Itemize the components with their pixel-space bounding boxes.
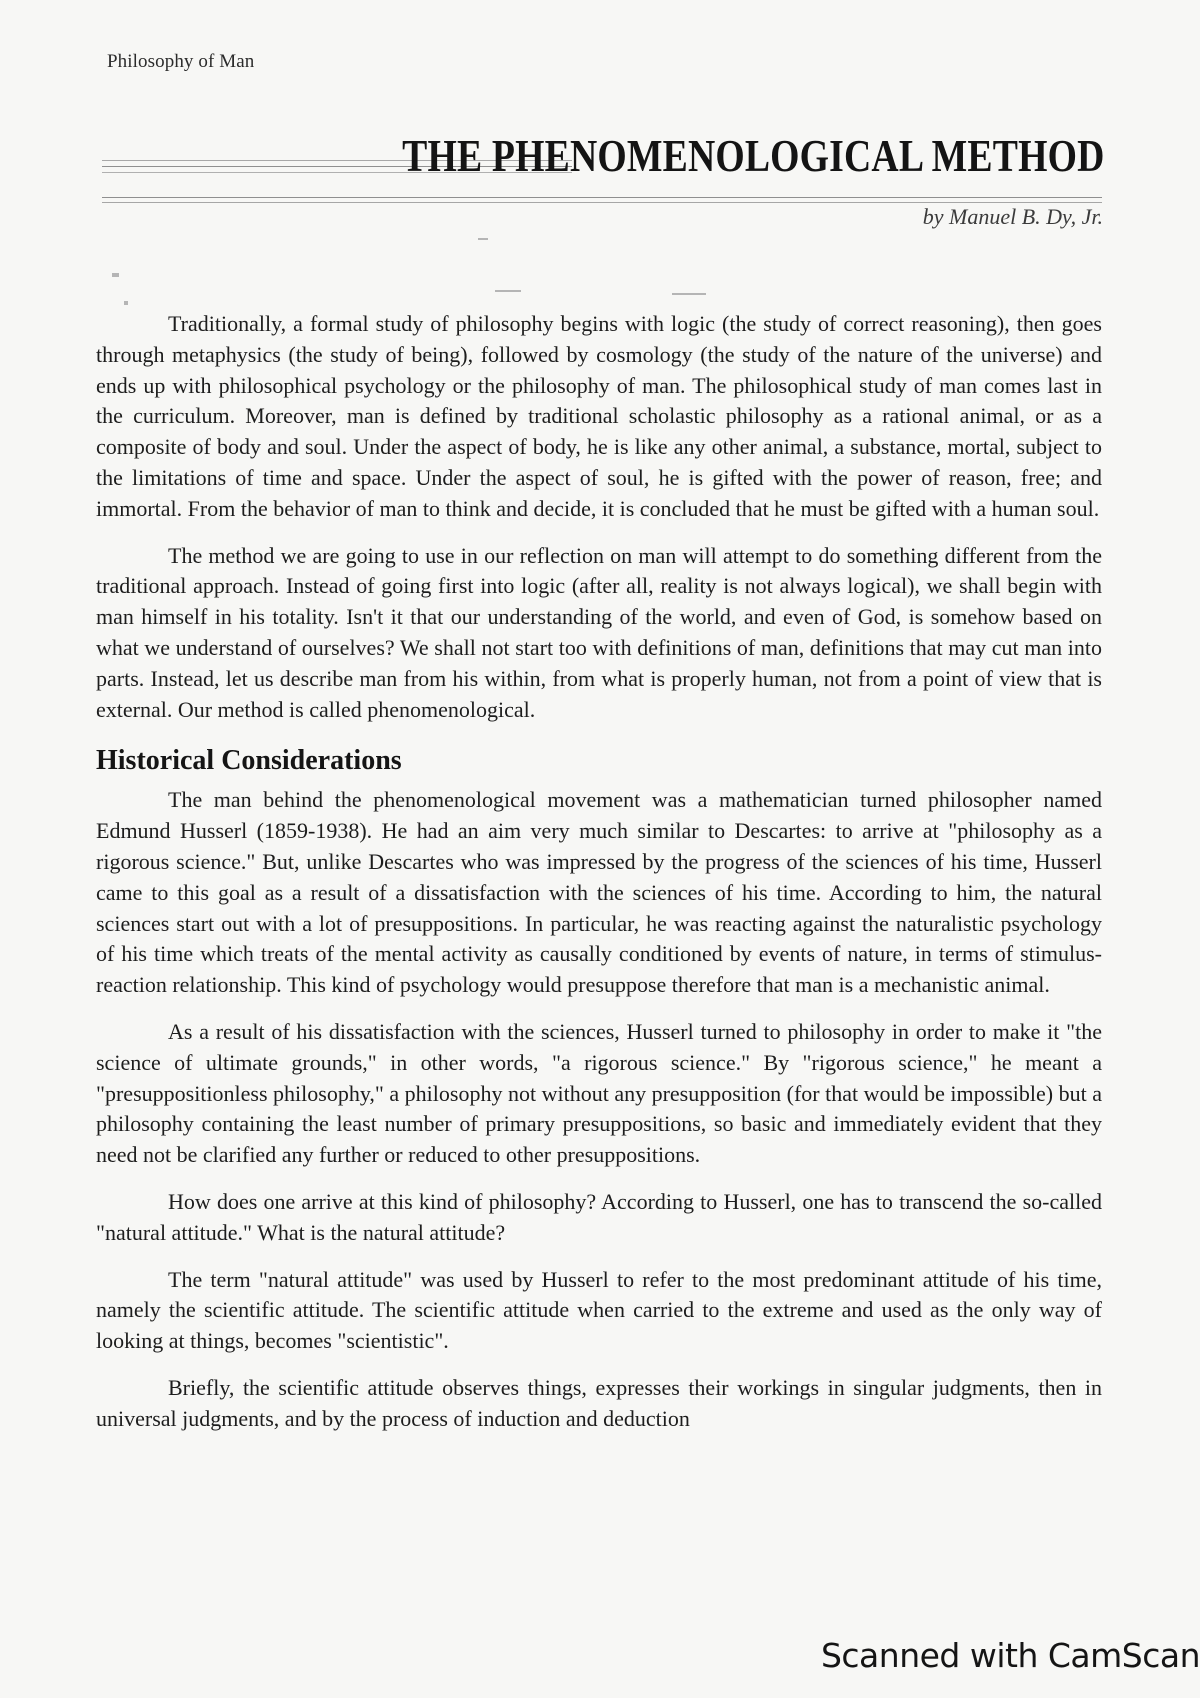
- title-rule-long-1: [102, 197, 1102, 198]
- intro-paragraph: Traditionally, a formal study of philosophy begins with logic (the study of correct reasoning), then goes through metaphysics (the study of being), followed by cosmology (the study of the nature of the universe) and ends up with philosophical psychology or the philosophy of man. The philosophical study of man comes last in the curriculum. Moreover, man is defined by traditional scholastic philosophy as a rational animal, or as a composite of body and soul. Under the aspect of body, he is like any other animal, a substance, mortal, subject to the limitations of time and space. Under the aspect of soul, he is gifted with the power of reason, free; and immortal. From the behavior of man to think and decide, it is concluded that he must be gifted with a human soul.: [96, 311, 1102, 521]
- scan-speck: [112, 273, 119, 277]
- method-paragraph: The method we are going to use in our reflection on man will attempt to do something different from the traditional approach. Instead of going first into logic (after all, reality is not always logical), we shall begin with man himself in his totality. Isn't it that our understanding of the world, and even of God, is somehow based on what we understand of ourselves? We shall not start too with definitions of man, definitions that may cut man into parts. Instead, let us describe man from his within, from what is properly human, not from a point of view that is external. Our method is called phenomenological.: [96, 542, 1102, 722]
- scan-speck: [478, 238, 488, 240]
- chapter-title: THE PHENOMENOLOGICAL METHOD: [401, 130, 1104, 181]
- section-paragraph: Briefly, the scientific attitude observes things, expresses their workings in singular judgments, then in universal judgments, and by the process of induction and deduction: [96, 1374, 1102, 1431]
- section-heading: Historical Considerations: [96, 745, 402, 777]
- title-rule-long-2: [102, 202, 1102, 203]
- section-paragraph: How does one arrive at this kind of philosophy? According to Husserl, one has to transcend the so-called "natural attitude." What is the natural attitude?: [96, 1188, 1102, 1245]
- scan-speck: [124, 301, 128, 305]
- scan-speck: [495, 290, 521, 292]
- scanner-watermark: Scanned with CamScan: [820, 1636, 1200, 1675]
- section-paragraph: The man behind the phenomenological movement was a mathematician turned philosopher named Edmund Husserl (1859-1938). He had an aim very much similar to Descartes: to arrive at "philosophy as a rigorous science." But, unlike Descartes who was impressed by the progress of the sciences of his time, Husserl came to this goal as a result of a dissatisfaction with the sciences of his time. According to him, the natural sciences start out with a lot of presuppositions. In particular, he was reacting against the naturalistic psychology of his time which treats of the mental activity as causally conditioned by events of nature, in terms of stimulus-reaction relationship. This kind of psychology would presuppose therefore that man is a mechanistic animal.: [96, 787, 1102, 998]
- body-text: [96, 309, 1102, 1451]
- section-paragraph: As a result of his dissatisfaction with the sciences, Husserl turned to philosophy in order to make it "the science of ultimate grounds," in other words, "a rigorous science." By "rigorous science," he meant a "presuppositionless philosophy," a philosophy not without any presupposition (for that would be impossible) but a philosophy containing the least number of primary presuppositions, so basic and immediately evident that they need not be clarified any further or reduced to other presuppositions.: [96, 1018, 1102, 1168]
- author-byline: by Manuel B. Dy, Jr.: [922, 204, 1103, 229]
- running-head: Philosophy of Man: [107, 51, 255, 72]
- scan-speck: [672, 293, 706, 295]
- section-paragraph: The term "natural attitude" was used by Husserl to refer to the most predominant attitude of his time, namely the scientific attitude. The scientific attitude when carried to the extreme and used as the only way of looking at things, becomes "scientistic".: [96, 1266, 1102, 1354]
